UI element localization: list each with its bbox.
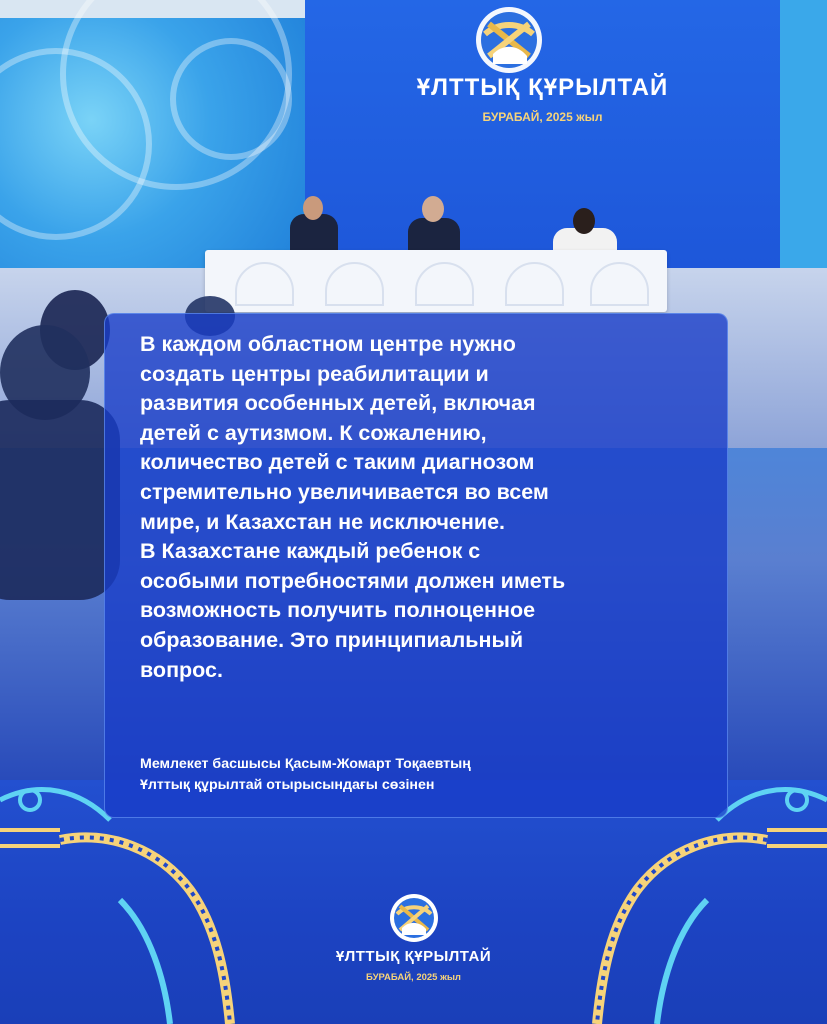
presidium-member-right-head — [573, 208, 595, 234]
quote-line: особыми потребностями должен иметь — [140, 568, 566, 593]
quote-source-line: Ұлттық құрылтай отырысындағы сөзінен — [140, 777, 435, 793]
footer-subtitle: БУРАБАЙ, 2025 жыл — [366, 972, 461, 983]
left-wall-ornament — [0, 18, 305, 273]
kurultai-emblem-icon — [388, 892, 440, 944]
audience-body — [0, 400, 120, 600]
presidium-table — [205, 250, 667, 312]
quote-line: создать центры реабилитации и — [140, 361, 489, 386]
quote-line: вопрос. — [140, 657, 223, 682]
quote-line: мире, и Казахстан не исключение. — [140, 509, 506, 534]
presidium-member-left — [290, 214, 338, 254]
quote-source-line: Мемлекет басшысы Қасым-Жомарт Тоқаевтың — [140, 756, 471, 772]
stage-emblem-icon — [473, 4, 545, 76]
quote-line: образование. Это принципиальный — [140, 627, 524, 652]
quote-line: развития особенных детей, включая — [140, 391, 536, 416]
quote-source — [140, 754, 700, 796]
stage-title: ҰЛТТЫҚ ҚҰРЫЛТАЙ — [416, 74, 669, 101]
stage-subtitle: БУРАБАЙ, 2025 жыл — [482, 110, 603, 124]
presidium-member-left-head — [303, 196, 323, 220]
quote-line: возможность получить полноценное — [140, 598, 536, 623]
presidium-member-center-head — [422, 196, 444, 222]
quote-line: В Казахстане каждый ребенок с — [140, 539, 481, 564]
quote-line: количество детей с таким диагнозом — [140, 450, 535, 475]
quote-line: детей с аутизмом. К сожалению, — [140, 420, 487, 445]
footer-title: ҰЛТТЫҚ ҚҰРЫЛТАЙ — [335, 948, 492, 965]
quote-line: В каждом областном центре нужно — [140, 332, 516, 356]
quote-text — [140, 330, 720, 685]
quote-line: стремительно увеличивается во всем — [140, 479, 549, 504]
